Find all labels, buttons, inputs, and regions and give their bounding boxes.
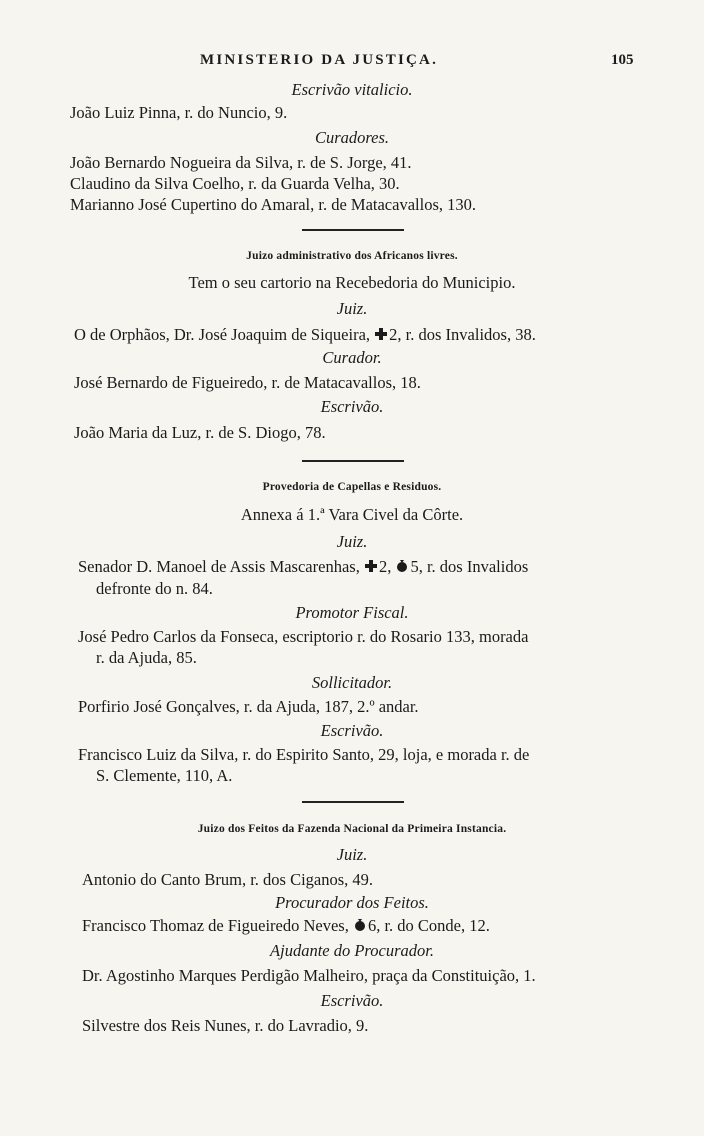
heading-sollicitador: Sollicitador. — [311, 673, 393, 692]
section-divider — [302, 460, 404, 462]
page-number: 105 — [611, 52, 634, 68]
section-note: Annexa á 1.ª Vara Civel da Côrte. — [240, 505, 464, 524]
entry-line: José Bernardo de Figueiredo, r. de Matacavallos, 18. — [74, 373, 421, 392]
entry-line — [78, 557, 528, 577]
entry-line: João Luiz Pinna, r. do Nuncio, 9. — [70, 103, 288, 122]
heading-procurador: Procurador dos Feitos. — [275, 893, 429, 912]
heading-ajudante: Ajudante do Procurador. — [270, 941, 434, 960]
entry-text: 5, r. dos Invalidos — [410, 557, 529, 576]
section-title: Juizo administrativo dos Africanos livres. — [246, 250, 458, 262]
header-title: MINISTERIO DA JUSTIÇA. — [200, 52, 439, 68]
heading-curadores: Curadores. — [314, 128, 390, 147]
entry-line: João Bernardo Nogueira da Silva, r. de S. Jorge, 41. — [70, 153, 412, 172]
section-note: Tem o seu cartorio na Recebedoria do Municipio. — [188, 273, 516, 292]
section-title: Juizo dos Feitos da Fazenda Nacional da Primeira Instancia. — [197, 823, 507, 835]
heading-escrivao: Escrivão. — [320, 397, 384, 416]
heading-curador: Curador. — [322, 348, 382, 367]
entry-line: Porfirio José Gonçalves, r. da Ajuda, 187, 2.º andar. — [78, 697, 419, 716]
heading-juiz: Juiz. — [336, 532, 368, 551]
order-cross-icon — [364, 559, 378, 573]
section-title: Provedoria de Capellas e Residuos. — [262, 481, 442, 493]
entry-text: O de Orphãos, Dr. José Joaquim de Siqueira, — [74, 325, 371, 344]
entry-text: 2, — [378, 557, 392, 576]
section-divider — [302, 229, 404, 231]
entry-line: Marianno José Cupertino do Amaral, r. de Matacavallos, 130. — [70, 195, 476, 214]
entry-line: José Pedro Carlos da Fonseca, escriptorio r. do Rosario 133, morada — [78, 627, 529, 646]
entry-line: Antonio do Canto Brum, r. dos Ciganos, 49. — [82, 870, 374, 889]
heading-escrivao-vitalicio: Escrivão vitalicio. — [291, 80, 413, 99]
heading-juiz: Juiz. — [336, 299, 368, 318]
entry-text: Senador D. Manoel de Assis Mascarenhas, — [78, 557, 360, 576]
order-cross-icon — [374, 327, 388, 341]
entry-line — [82, 916, 490, 936]
entry-line: r. da Ajuda, 85. — [96, 648, 197, 667]
entry-line — [74, 325, 536, 345]
heading-juiz: Juiz. — [336, 845, 368, 864]
running-header — [0, 52, 704, 76]
heading-escrivao: Escrivão. — [320, 721, 384, 740]
entry-line: João Maria da Luz, r. de S. Diogo, 78. — [74, 423, 326, 442]
heading-promotor: Promotor Fiscal. — [295, 603, 409, 622]
order-medal-icon — [395, 559, 409, 573]
entry-text: 6, r. do Conde, 12. — [367, 916, 490, 935]
entry-line: defronte do n. 84. — [96, 579, 213, 598]
heading-escrivao: Escrivão. — [320, 991, 384, 1010]
entry-line: S. Clemente, 110, A. — [96, 766, 233, 785]
entry-line: Dr. Agostinho Marques Perdigão Malheiro, praça da Constituição, 1. — [82, 966, 536, 985]
entry-line: Francisco Luiz da Silva, r. do Espirito Santo, 29, loja, e morada r. de — [78, 745, 530, 764]
entry-line: Silvestre dos Reis Nunes, r. do Lavradio, 9. — [82, 1016, 369, 1035]
entry-text: Francisco Thomaz de Figueiredo Neves, — [82, 916, 349, 935]
section-divider — [302, 801, 404, 803]
entry-line: Claudino da Silva Coelho, r. da Guarda Velha, 30. — [70, 174, 400, 193]
entry-text: 2, r. dos Invalidos, 38. — [389, 325, 536, 344]
order-medal-icon — [353, 918, 367, 932]
